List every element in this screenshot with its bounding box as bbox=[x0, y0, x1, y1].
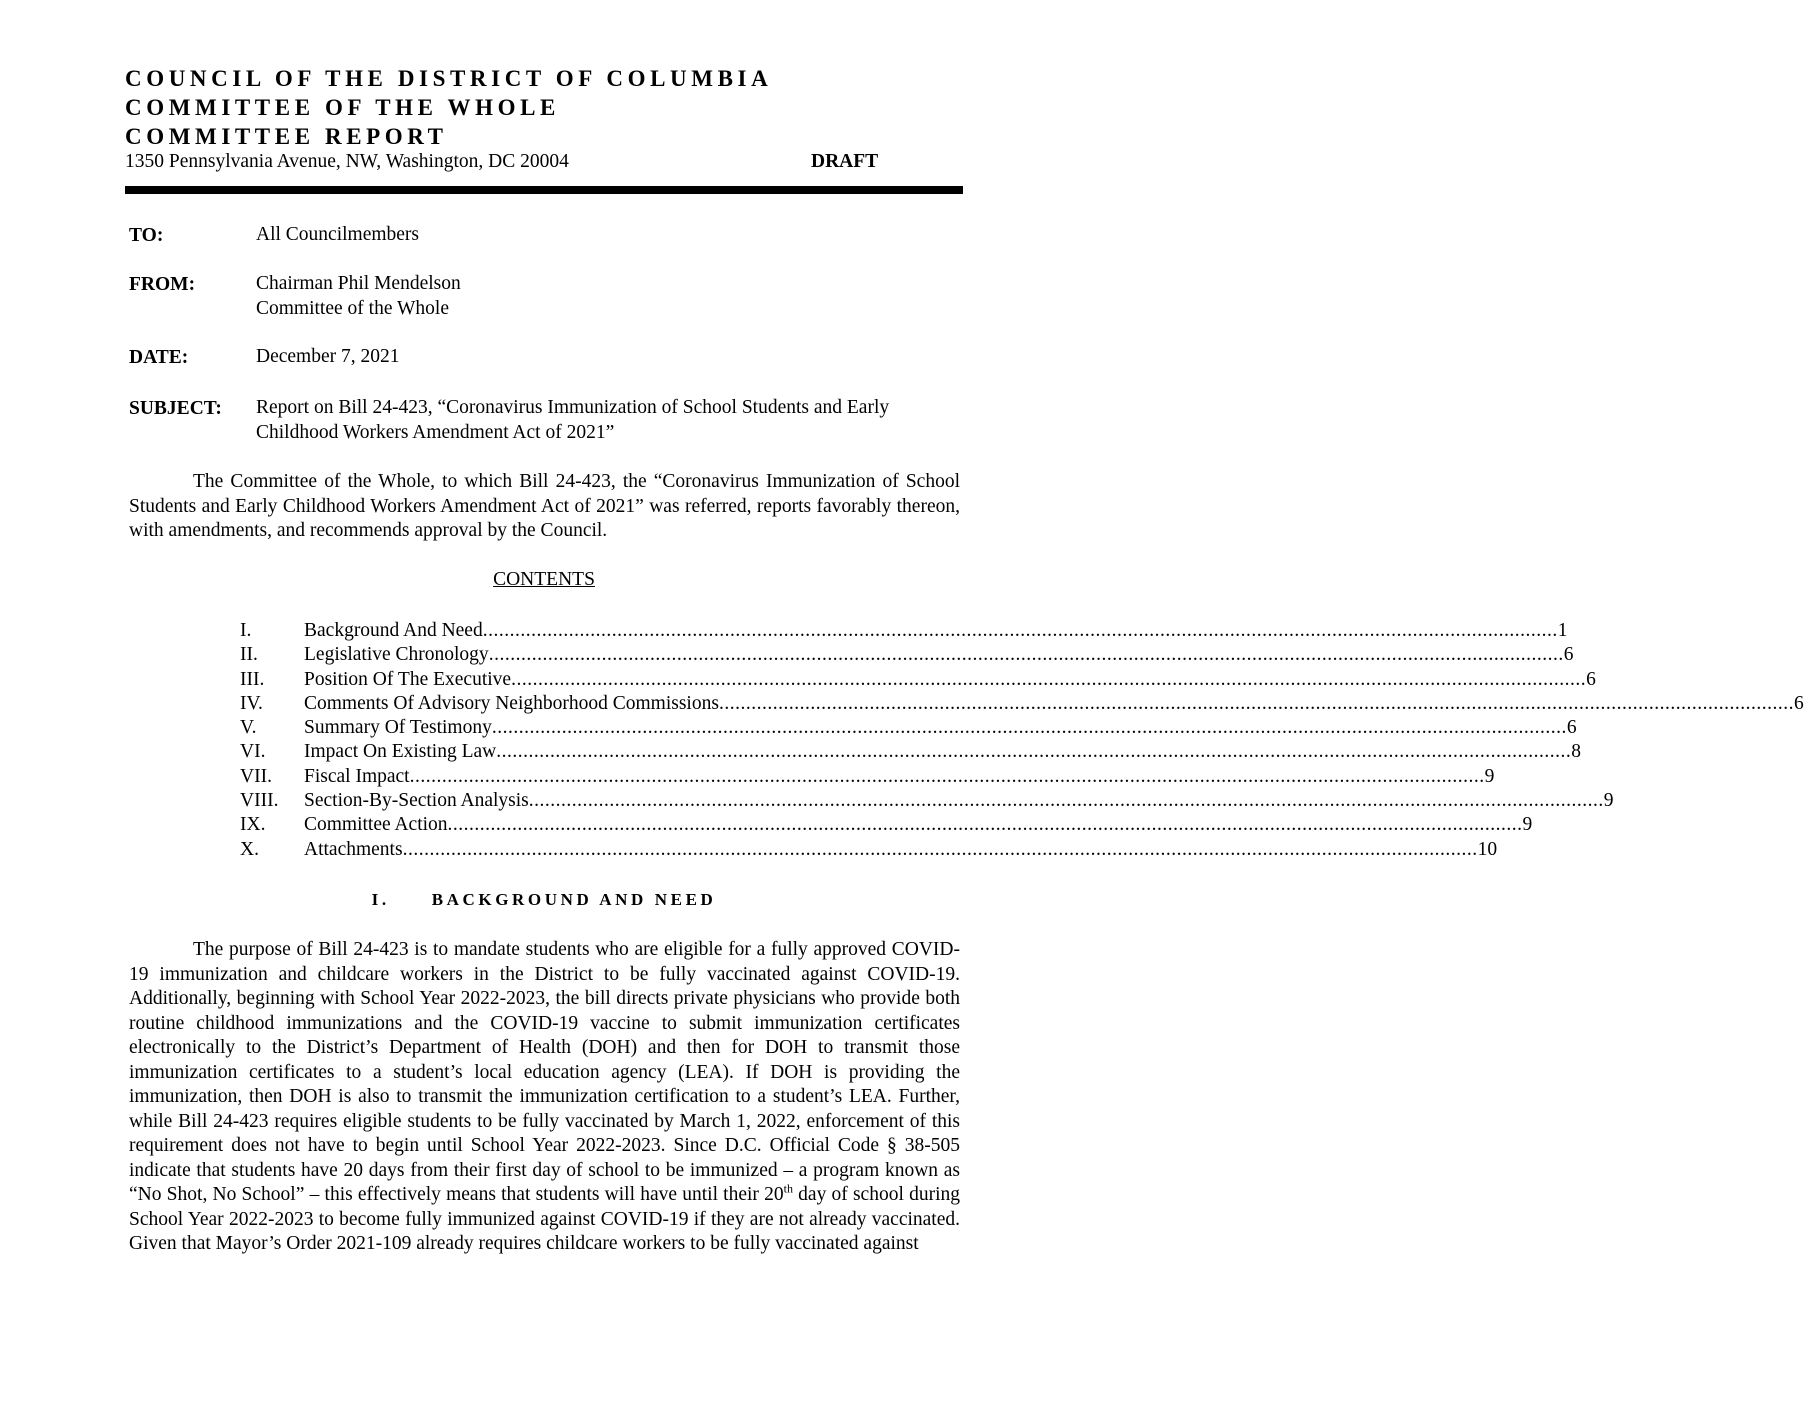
toc-title: Summary Of Testimony bbox=[304, 717, 492, 739]
toc-row bbox=[240, 644, 1574, 668]
memo-from-label: FROM: bbox=[129, 274, 196, 295]
toc-number: IX. bbox=[240, 814, 266, 836]
toc-row bbox=[240, 692, 1804, 717]
toc-page-number: 6 bbox=[1586, 668, 1596, 690]
memo-subject-label: SUBJECT: bbox=[129, 398, 222, 419]
table-of-contents bbox=[240, 620, 1804, 863]
ordinal-superscript: th bbox=[783, 1181, 793, 1196]
section-number: I. bbox=[371, 890, 390, 909]
memo-subject-value-line1: Report on Bill 24-423, “Coronavirus Immunization of School Students and Early bbox=[256, 397, 890, 418]
toc-row bbox=[240, 741, 1581, 765]
memo-date-value: December 7, 2021 bbox=[256, 346, 400, 367]
toc-title: Committee Action bbox=[304, 814, 448, 836]
memo-date-label: DATE: bbox=[129, 347, 189, 368]
toc-number: VI. bbox=[240, 741, 266, 763]
toc-title: Fiscal Impact bbox=[304, 765, 410, 787]
background-paragraph bbox=[129, 938, 960, 1257]
toc-row bbox=[240, 814, 1533, 838]
toc-title: Legislative Chronology bbox=[304, 644, 489, 666]
toc-title: Section-By-Section Analysis bbox=[304, 790, 529, 812]
toc-page-number: 10 bbox=[1477, 838, 1498, 860]
toc-page-number: 8 bbox=[1571, 741, 1581, 763]
header-address: 1350 Pennsylvania Avenue, NW, Washington, DC 20004 bbox=[125, 151, 569, 172]
toc-number: X. bbox=[240, 838, 259, 860]
toc-dot-leader: ........................................................................................................................................................................................................ bbox=[447, 814, 1523, 836]
toc-number: III. bbox=[240, 668, 265, 690]
toc-number: VIII. bbox=[240, 790, 279, 812]
toc-row bbox=[240, 668, 1596, 693]
section-heading-background bbox=[0, 890, 1088, 910]
section-title: BACKGROUND AND NEED bbox=[431, 890, 717, 909]
toc-dot-leader: ........................................................................................................................................................................................................ bbox=[496, 741, 1572, 763]
toc-dot-leader: ........................................................................................................................................................................................................ bbox=[528, 790, 1604, 812]
toc-row bbox=[240, 717, 1577, 741]
toc-dot-leader: ........................................................................................................................................................................................................ bbox=[488, 644, 1564, 666]
header-council-name: COUNCIL OF THE DISTRICT OF COLUMBIA bbox=[125, 66, 773, 91]
contents-title: CONTENTS bbox=[493, 569, 595, 590]
draft-label: DRAFT bbox=[811, 151, 879, 172]
toc-row bbox=[240, 765, 1495, 790]
header-report-type: COMMITTEE REPORT bbox=[125, 124, 448, 149]
toc-dot-leader: ........................................................................................................................................................................................................ bbox=[491, 717, 1567, 739]
intro-paragraph: The Committee of the Whole, to which Bill 24-423, the “Coronavirus Immunization of School Students and Early Childhood Workers Amendment Act of 2021” was referred, reports favorably thereon, with amendments, and recommends approval by the Council. bbox=[129, 471, 960, 541]
toc-number: II. bbox=[240, 644, 258, 666]
toc-row bbox=[240, 790, 1614, 814]
toc-page-number: 9 bbox=[1484, 765, 1495, 787]
memo-from-value-line1: Chairman Phil Mendelson bbox=[256, 273, 461, 294]
toc-page-number: 9 bbox=[1522, 814, 1533, 836]
toc-title: Background And Need bbox=[304, 620, 483, 641]
toc-dot-leader: ........................................................................................................................................................................................................ bbox=[482, 620, 1558, 641]
background-text-part1: The purpose of Bill 24-423 is to mandate students who are eligible for a fully approved COVID-19 immunization and childcare workers in the District to be fully vaccinated against COVID-19. Additionally, beginning with School Year 2022-2023, the bill directs private physicians who provide both routine childhood immunizations and the COVID-19 vaccine to submit immunization certificates electronically to the District’s Department of Health (DOH) and then for DOH to transmit those immunization certificates to a student’s local education agency (LEA). If DOH is providing the immunization, then DOH is also to transmit the immunization certification to a student’s LEA. Further, while Bill 24-423 requires eligible students to be fully vaccinated by March 1, 2022, enforcement of this requirement does not have to begin until School Year 2022-2023. Since D.C. Official Code § 38-505 indicate that students have 20 days from their first day of school to be immunized – a program known as “No Shot, No School” – this effectively means that students will have until their 20 bbox=[129, 939, 960, 1205]
toc-page-number: 6 bbox=[1563, 644, 1574, 666]
header-rule bbox=[125, 186, 963, 194]
toc-page-number: 6 bbox=[1566, 717, 1577, 739]
header-committee-name: COMMITTEE OF THE WHOLE bbox=[125, 95, 560, 120]
toc-dot-leader: ........................................................................................................................................................................................................ bbox=[402, 838, 1478, 860]
toc-number: I. bbox=[240, 620, 252, 641]
toc-title: Comments Of Advisory Neighborhood Commissions bbox=[304, 692, 719, 714]
toc-title: Attachments bbox=[304, 838, 403, 860]
toc-dot-leader: ........................................................................................................................................................................................................ bbox=[511, 668, 1587, 690]
toc-number: V. bbox=[240, 717, 257, 739]
toc-page-number: 6 bbox=[1793, 692, 1804, 714]
toc-dot-leader: ........................................................................................................................................................................................................ bbox=[718, 692, 1794, 714]
toc-page-number: 1 bbox=[1557, 620, 1568, 641]
memo-from-value-line2: Committee of the Whole bbox=[256, 298, 449, 319]
toc-number: VII. bbox=[240, 765, 272, 787]
toc-row bbox=[240, 838, 1498, 863]
memo-subject-value-line2: Childhood Workers Amendment Act of 2021” bbox=[256, 422, 615, 443]
toc-row bbox=[240, 620, 1568, 644]
toc-dot-leader: ........................................................................................................................................................................................................ bbox=[409, 765, 1485, 787]
memo-to-label: TO: bbox=[129, 225, 164, 246]
toc-title: Position Of The Executive bbox=[304, 668, 512, 690]
memo-to-value: All Councilmembers bbox=[256, 224, 420, 245]
toc-number: IV. bbox=[240, 692, 263, 714]
toc-page-number: 9 bbox=[1603, 790, 1614, 812]
toc-title: Impact On Existing Law bbox=[304, 741, 497, 763]
background-text-part2: day of school during School Year 2022-2023 to become fully immunized against COVID-19 if they are not already vaccinated. Given that Mayor’s Order 2021-109 already requires childcare workers to be fully vaccinated against bbox=[129, 1184, 960, 1254]
